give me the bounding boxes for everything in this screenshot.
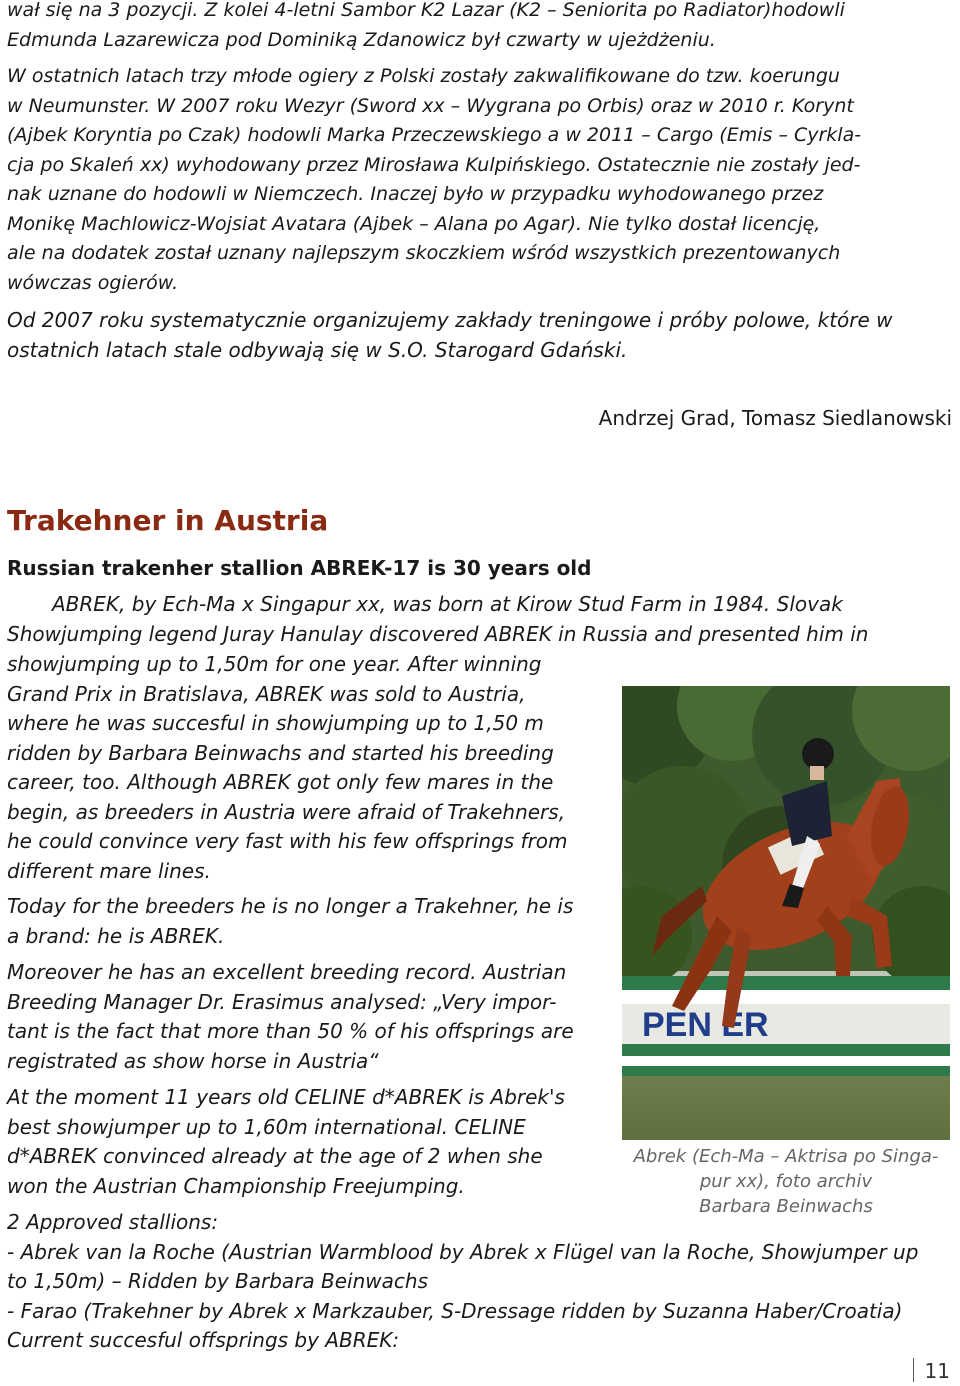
page-number-divider <box>913 1358 914 1382</box>
horse-jumping-photo <box>622 686 950 1140</box>
paragraph-en-5: 2 Approved stallions: - Abrek van la Roche (Austrian Warmblood by Abrek x Flügel van la Roche, Showjumper up to 1,50m) – Ridden by Barbara Beinwachs - Farao (Trakehner by Abrek x Markzauber, S-Dressage ridden by Suzanna Haber/Croatia) Current succesful offsprings by ABREK: <box>7 1210 919 1352</box>
paragraph-en-1-narrow: showjumping up to 1,50m for one year. After winning Grand Prix in Bratislava, ABREK was sold to Austria, where he was succesful in showjumping up to 1,50 m ridden by Barbara Beinwachs and started his breeding career, too. Although ABREK got only few mares in the begin, as breeders in Austria were afraid of Trakehners, he could convince very fast with his few offsprings from different mare lines. <box>7 652 568 883</box>
paragraph-pl-3: Od 2007 roku systematycznie organizujemy zakłady treningowe i próby polowe, które w ostatnich latach stale odbywają się w S.O. Starogard Gdański. <box>7 308 893 362</box>
photo-caption: Abrek (Ech-Ma – Aktrisa po Singa- pur xx), foto archiv Barbara Beinwachs <box>633 1146 939 1217</box>
paragraph-en-1-full: ABREK, by Ech-Ma x Singapur xx, was born at Kirow Stud Farm in 1984. Slovak Showjumping legend Juray Hanulay discovered ABREK in Russia and presented him in <box>7 592 869 646</box>
article-subheading: Russian trakenher stallion ABREK-17 is 30 years old <box>7 556 592 580</box>
paragraph-en-2: Today for the breeders he is no longer a Trakehner, he is a brand: he is ABREK. <box>7 894 574 948</box>
page-number: 11 <box>924 1359 950 1383</box>
banner-text: PEN ER <box>642 1006 769 1044</box>
article-heading: Trakehner in Austria <box>7 504 329 537</box>
article-authors: Andrzej Grad, Tomasz Siedlanowski <box>598 406 952 430</box>
paragraph-en-4: At the moment 11 years old CELINE d*ABREK is Abrek's best showjumper up to 1,60m international. CELINE d*ABREK convinced already at the age of 2 when she won the Austrian Championship Freejumping. <box>7 1085 565 1198</box>
paragraph-pl-2: W ostatnich latach trzy młode ogiery z Polski zostały zakwalifikowane do tzw. koerungu w Neumunster. W 2007 roku Wezyr (Sword xx – Wygrana po Orbis) oraz w 2010 r. Korynt (Ajbek Koryntia po Czak) hodowli Marka Przeczewskiego a w 2011 – Cargo (Emis – Cyrkla- cja po Skaleń xx) wyhodowany przez Mirosława Kulpińskiego. Ostatecznie nie zostały jed- nak uznane do hodowli w Niemczech. Inaczej było w przypadku wyhodowanego przez Monikę Machlowicz-Wojsiat Avatara (Ajbek – Alana po Agar). Nie tylko dostał licencję, ale na dodatek został uznany najlepszym skoczkiem wśród wszystkich prezentowanych wówczas ogierów. <box>7 65 862 294</box>
paragraph-en-3: Moreover he has an excellent breeding record. Austrian Breeding Manager Dr. Erasimus analysed: „Very impor- tant is the fact that more than 50 % of his offsprings are registrated as show horse in Austria“ <box>7 960 574 1073</box>
paragraph-pl-1: wał się na 3 pozycji. Z kolei 4-letni Sambor K2 Lazar (K2 – Seniorita po Radiator)hodowli Edmunda Lazarewicza pod Dominiką Zdanowicz był czwarty w ujeżdżeniu. <box>7 0 845 51</box>
